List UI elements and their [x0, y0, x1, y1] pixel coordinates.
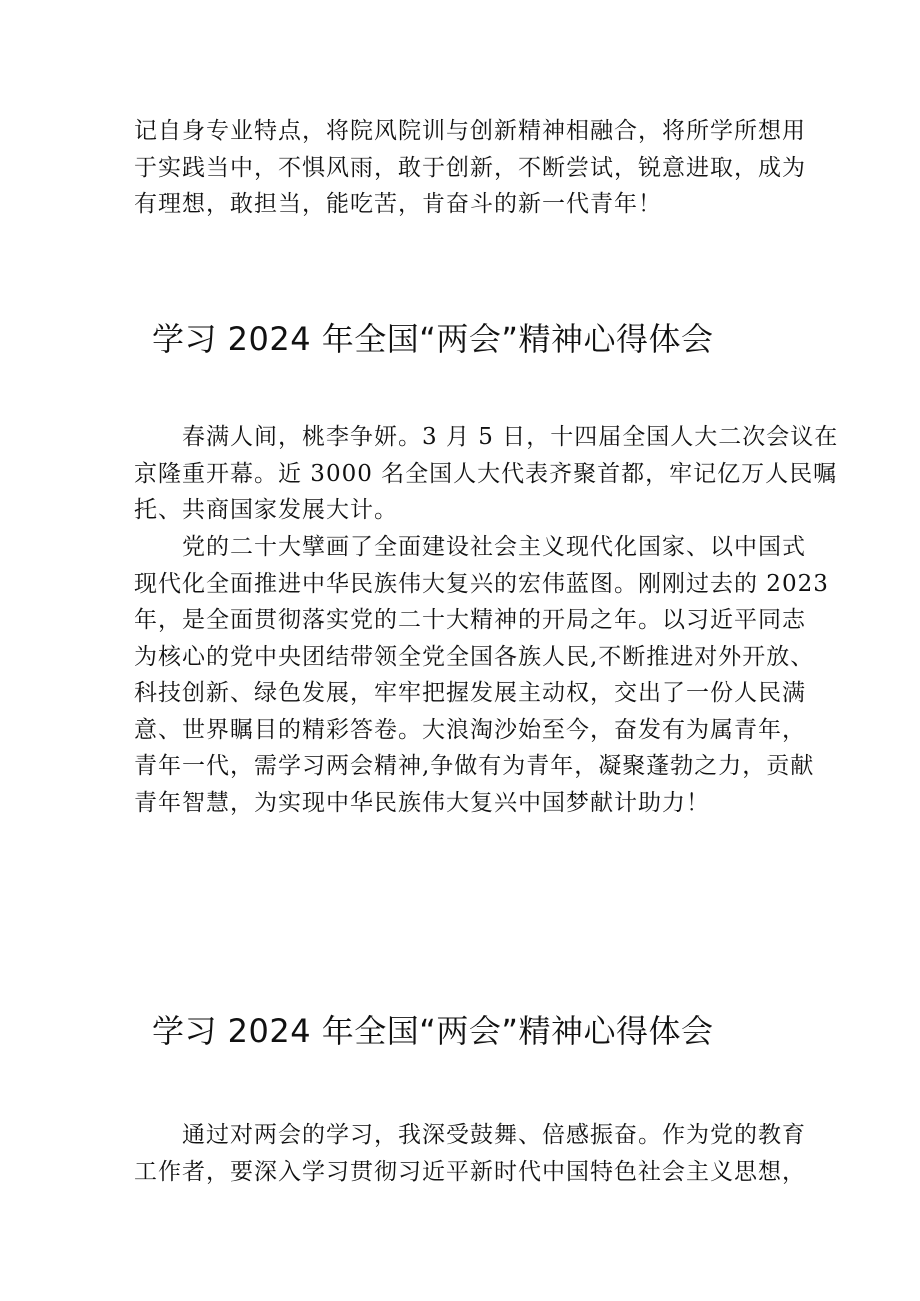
text-line: 党的二十大擘画了全面建设社会主义现代化国家、以中国式: [182, 534, 806, 560]
text-line: 意、世界瞩目的精彩答卷。大浪淘沙始至今，奋发有为属青年，: [134, 716, 806, 743]
text-line: 青年一代，需学习两会精神,争做有为青年，凝聚蓬勃之力，贡献: [134, 753, 815, 779]
text-line: 年，是全面贯彻落实党的二十大精神的开局之年。以习近平同志: [134, 607, 806, 633]
paragraph-opening: [134, 419, 839, 529]
text-line: 青年智慧，为实现中华民族伟大复兴中国梦献计助力！: [134, 789, 710, 816]
text-line: 托、共商国家发展大计。: [134, 497, 398, 523]
text-line: 现代化全面推进中华民族伟大复兴的宏伟蓝图。刚刚过去的 2023: [134, 570, 829, 597]
text-line: 春满人间，桃李争妍。3 月 5 日，十四届全国人大二次会议在: [182, 424, 839, 450]
section-heading-1: 学习 2024 年全国“两会”精神心得体会: [152, 320, 714, 358]
text-line: 科技创新、绿色发展，牢牢把握发展主动权，交出了一份人民满: [134, 680, 806, 706]
text-line: 记自身专业特点，将院风院训与创新精神相融合，将所学所想用: [134, 118, 806, 144]
text-line: 京隆重开幕。近 3000 名全国人大代表齐聚首都，牢记亿万人民嘱: [134, 460, 838, 487]
paragraph-body: [134, 529, 829, 821]
paragraph-continuation: [134, 113, 814, 223]
text-line: 于实践当中，不惧风雨，敢于创新，不断尝试，锐意进取，成为: [134, 154, 806, 181]
text-line: 有理想，敢担当，能吃苦，肯奋斗的新一代青年！: [134, 191, 662, 217]
paragraph-opening-2: [134, 1117, 814, 1190]
text-line: 工作者，要深入学习贯彻习近平新时代中国特色社会主义思想，: [134, 1158, 806, 1185]
section-heading-2: 学习 2024 年全国“两会”精神心得体会: [152, 1012, 714, 1050]
text-line: 为核心的党中央团结带领全党全国各族人民,不断推进对外开放、: [134, 643, 815, 670]
text-line: 通过对两会的学习，我深受鼓舞、倍感振奋。作为党的教育: [182, 1122, 806, 1148]
